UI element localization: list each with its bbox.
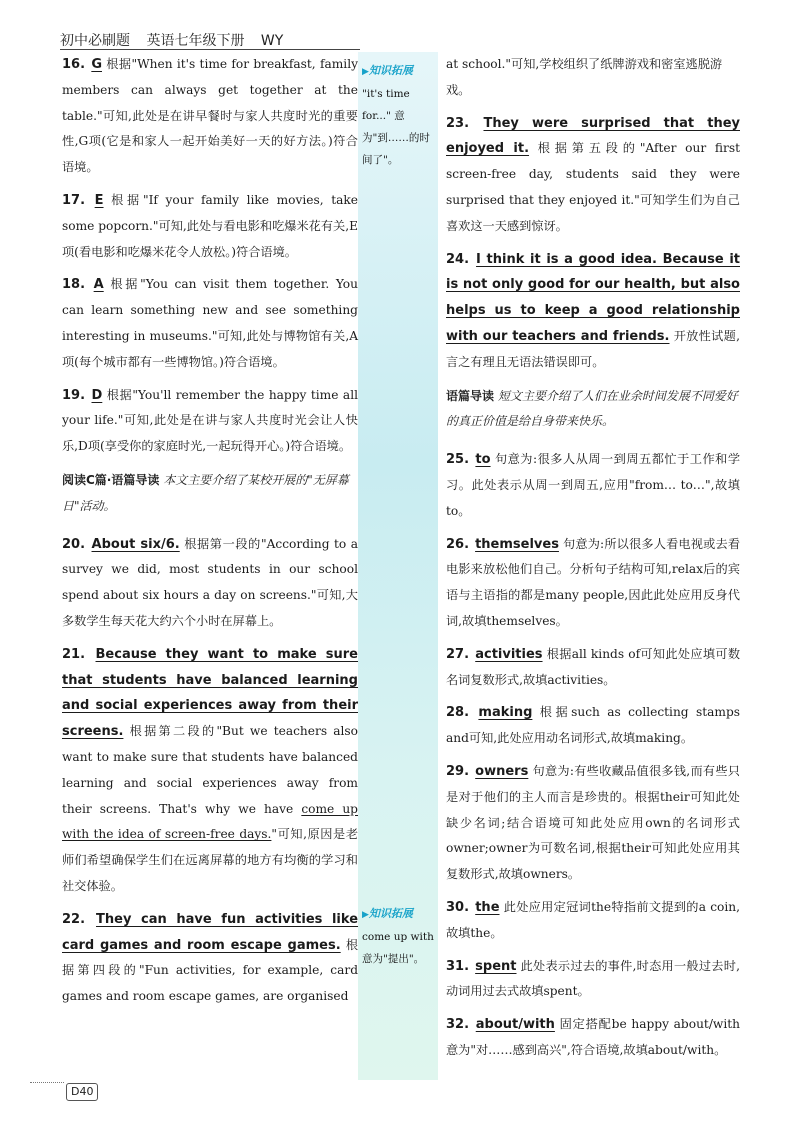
answer-text: activities (475, 646, 543, 662)
answer-22-continued: at school."可知,学校组织了纸牌游戏和密室逃脱游戏。 (446, 57, 723, 97)
answer-text: Because they want to make sure that students have balanced learning and social experiences away from their screens. (62, 646, 359, 740)
answer-31: 31. spent 此处表示过去的事件,时态用一般过去时,动词用过去式故填spent。 (446, 958, 741, 999)
answer-text: about/with (475, 1017, 555, 1033)
explanation: 根据第一段的"According to a survey we did, most students in our school spend about six hours a day on screens."可知,大多数学生每天花大约六个小时在屏幕上。 (62, 536, 359, 628)
answer-text: A (93, 277, 104, 293)
answer-23: 23. They were surprised that they enjoyed it. 根据第五段的"After our first screen-free day, students said they were surprised that they enjoyed it."可知学生们为自己喜欢这一天感到惊讶。 (446, 115, 740, 233)
explanation-end: "可知,原因是老师们希望确保学生们在远离屏幕的地方有均衡的学习和社交体验。 (62, 827, 359, 893)
answer-24: 24. I think it is a good idea. Because it is not only good for our health, but also helps us to keep a good relationship with our teachers and friends. 开放性试题,言之有理且无语法错误即可。 (446, 251, 741, 369)
answer-text: the (475, 899, 500, 915)
knowledge-note-2 (362, 903, 438, 970)
right-column (446, 52, 740, 1071)
explanation: 根据"You'll remember the happy time all your life."可知,此处是在讲与家人共度时光会让人快乐,D项(享受你的家庭时光,一起玩得开心。)符合语境。 (62, 387, 358, 454)
note-text: come up with 意为"提出"。 (362, 931, 434, 965)
guide-title: 阅读C篇·语篇导读 (62, 472, 160, 487)
guide-title: 语篇导读 (446, 388, 495, 403)
explanation: 根据第四段的"Fun activities, for example, card games and room escape games, are organised (62, 937, 358, 1004)
note-title: ▶知识拓展 (362, 907, 413, 920)
triangle-icon: ▶ (362, 67, 369, 77)
guide-text: 本文主要介绍了某校开展的"无屏幕日"活动。 (62, 472, 349, 513)
answer-27: 27. activities 根据all kinds of可知此处应填可数名词复数形式,故填activities。 (446, 646, 741, 687)
reading-c-guide (62, 468, 358, 520)
answer-18: 18. A 根据"You can visit them together. You can learn something new and see something interesting in museums."可知,此处与博物馆有关,A项(每个城市都有一些博物馆。)符合语境。 (62, 277, 358, 369)
underlined-phrase: come up with the idea of screen-free days. (62, 801, 358, 842)
answer-19: 19. D 根据"You'll remember the happy time all your life."可知,此处是在讲与家人共度时光会让人快乐,D项(享受你的家庭时光,一起玩得开心。)符合语境。 (62, 387, 358, 454)
answer-text: owners (475, 763, 529, 779)
answer-text: to (475, 452, 491, 468)
explanation: 开放性试题,言之有理且无语法错误即可。 (446, 328, 741, 369)
explanation: 句意为:很多人从周一到周五都忙于工作和学习。此处表示从周一到周五,应用"from… to…",故填to。 (446, 452, 741, 518)
note-title: ▶知识拓展 (362, 64, 413, 77)
answer-21: 21. Because they want to make sure that students have balanced learning and social experiences away from their screens. 根据第二段的"But we teachers also want to make sure that students have balanced learning and social experiences away from their screens. That's why we have come up with the idea of screen-free days."可知,原因是老师们希望确保学生们在远离屏幕的地方有均衡的学习和社交体验。 (62, 646, 359, 893)
explanation: 句意为:所以很多人看电视或去看电影来放松他们自己。分析句子结构可知,relax后的宾语与主语指的都是many people,因此此处应用反身代词,故填themselves。 (446, 536, 741, 628)
book-title: 初中必刷题 (60, 33, 130, 49)
answer-20: 20. About six/6. 根据第一段的"According to a survey we did, most students in our school spend about six hours a day on screens."可知,大多数学生每天花大约六个小时在屏幕上。 (62, 536, 359, 628)
answer-25: 25. to 句意为:很多人从周一到周五都忙于工作和学习。此处表示从周一到周五,应用"from… to…",故填to。 (446, 452, 741, 518)
footer-dots (30, 1082, 64, 1083)
explanation: 根据"You can visit them together. You can learn something new and see something interesting in museums."可知,此处与博物馆有关,A项(每个城市都有一些博物馆。)符合语境。 (62, 277, 358, 369)
answer-text: I think it is a good idea. Because it is not only good for our health, but also helps us to keep a good relationship with our teachers and friends. (446, 251, 740, 344)
answer-text: They were surprised that they enjoyed it. (446, 115, 740, 157)
answer-text: themselves (475, 536, 559, 552)
page-number: D40 (66, 1083, 98, 1101)
header-rule (60, 49, 360, 50)
triangle-icon: ▶ (362, 910, 369, 920)
passage-guide (446, 384, 740, 436)
answer-text: making (478, 705, 533, 721)
explanation: 根据such as collecting stamps and可知,此处应用动名词形式,故填making。 (446, 705, 741, 746)
answer-text: D (91, 387, 103, 403)
explanation: 根据第二段的"But we teachers also want to make sure that students have balanced learning and social experiences away from their screens. That's why we have (62, 724, 358, 816)
answer-22: 22. They can have fun activities like card games and room escape games. 根据第四段的"Fun activities, for example, card games and room escape games, are organised (62, 911, 359, 1004)
explanation: 根据第五段的"After our first screen-free day, students said they were surprised that they enjoyed it."可知学生们为自己喜欢这一天感到惊讶。 (446, 141, 740, 233)
explanation: 固定搭配be happy about/with意为"对……感到高兴",符合语境,故填about/with。 (446, 1017, 741, 1057)
answer-28: 28. making 根据such as collecting stamps and可知,此处应用动名词形式,故填making。 (446, 705, 741, 746)
subject-title: 英语七年级下册 (146, 33, 245, 49)
knowledge-note-1 (362, 60, 438, 171)
explanation: 根据"If your family like movies, take some popcorn."可知,此处与看电影和吃爆米花有关,E项(看电影和吃爆米花令人放松。)符合语境。 (62, 192, 359, 259)
answer-text: spent (475, 958, 517, 974)
answer-16: 16. G 根据"When it's time for breakfast, family members can always get together at the table."可知,此处是在讲早餐时与家人共度时光的重要性,G项(它是和家人一起开始美好一天的好方法。)符合语境。 (62, 57, 358, 175)
explanation: 根据"When it's time for breakfast, family members can always get together at the table."可知,此处是在讲早餐时与家人共度时光的重要性,G项(它是和家人一起开始美好一天的好方法。)符合语境。 (62, 57, 358, 175)
left-column (62, 52, 358, 1017)
answer-text: They can have fun activities like card games and room escape games. (62, 911, 359, 953)
edition-label: WY (260, 33, 284, 49)
explanation: 句意为:有些收藏品值很多钱,而有些只是对于他们的主人而言是珍贵的。根据their可知此处缺少名词;结合语境可知此处应用own的名词形式owner;owner为可数名词,根据their可知此处应用其复数形式,故填owners。 (446, 763, 740, 882)
explanation: 此处表示过去的事件,时态用一般过去时,动词用过去式故填spent。 (446, 958, 741, 999)
guide-text: 短文主要介绍了人们在业余时间发展不同爱好的真正价值是给自身带来快乐。 (446, 388, 738, 429)
answer-32: 32. about/with 固定搭配be happy about/with意为"对……感到高兴",符合语境,故填about/with。 (446, 1017, 741, 1057)
answer-17: 17. E 根据"If your family like movies, take some popcorn."可知,此处与看电影和吃爆米花有关,E项(看电影和吃爆米花令人放松。)符合语境。 (62, 192, 359, 259)
answer-30: 30. the 此处应用定冠词the特指前文提到的a coin,故填the。 (446, 899, 741, 940)
answer-text: About six/6. (91, 536, 180, 552)
page-header (60, 30, 295, 50)
answer-29: 29. owners 句意为:有些收藏品值很多钱,而有些只是对于他们的主人而言是珍贵的。根据their可知此处缺少名词;结合语境可知此处应用own的名词形式owner;owner为可数名词,根据their可知此处应用其复数形式,故填owners。 (446, 763, 740, 882)
answer-26: 26. themselves 句意为:所以很多人看电视或去看电影来放松他们自己。分析句子结构可知,relax后的宾语与主语指的都是many people,因此此处应用反身代词,故填themselves。 (446, 536, 741, 628)
note-text: "it's time for..." 意为"到……的时间了"。 (362, 88, 430, 166)
answer-text: E (94, 192, 104, 208)
answer-text: G (91, 57, 102, 72)
explanation: 此处应用定冠词the特指前文提到的a coin,故填the。 (446, 899, 741, 940)
explanation: 根据all kinds of可知此处应填可数名词复数形式,故填activities。 (446, 646, 741, 687)
